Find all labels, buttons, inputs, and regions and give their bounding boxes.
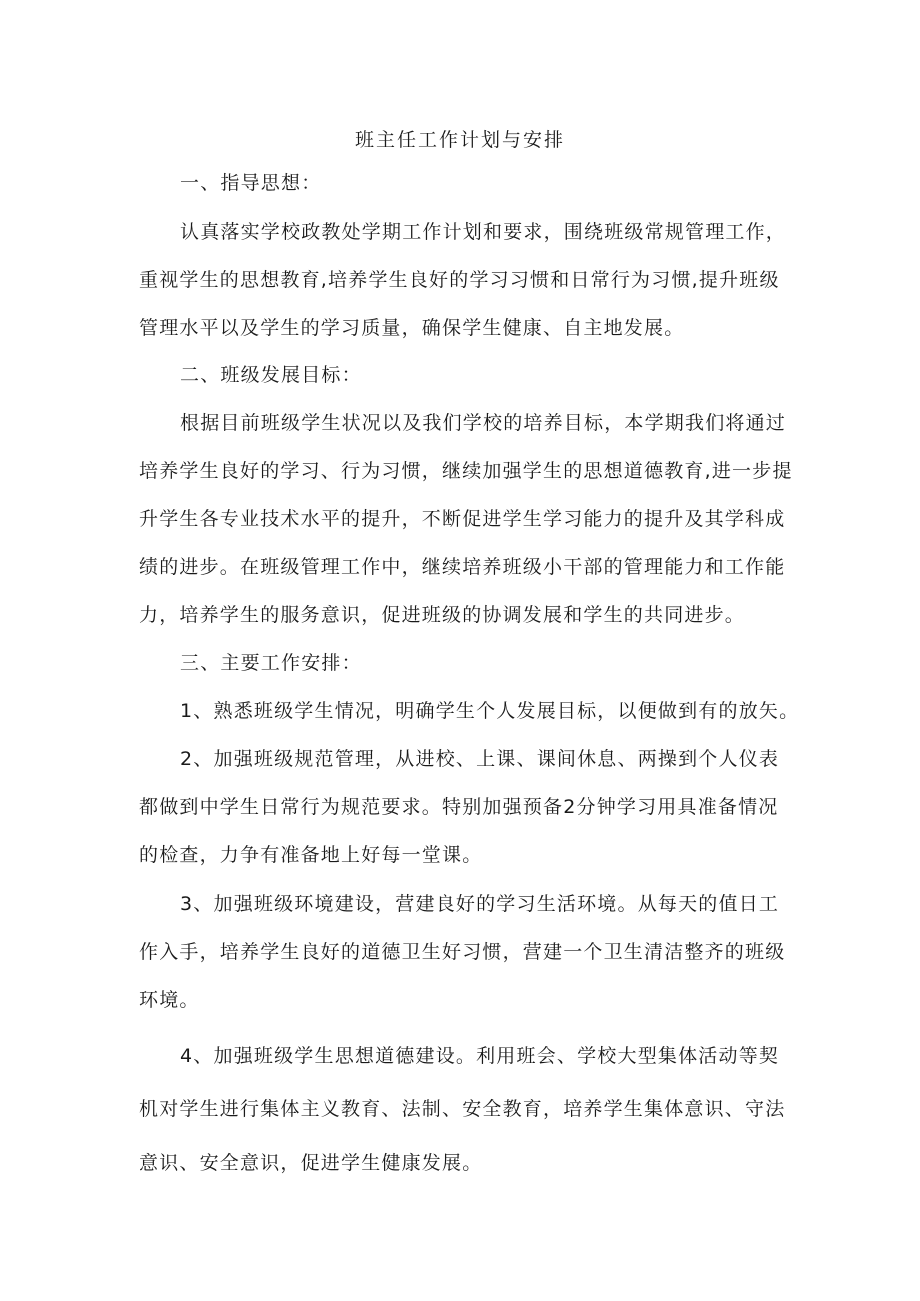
paragraph-line: 机对学生进行集体主义教育、法制、安全教育，培养学生集体意识、守法 <box>139 1098 786 1120</box>
paragraph-line: 根据目前班级学生状况以及我们学校的培养目标，本学期我们将通过 <box>180 412 787 434</box>
paragraph-line: 环境。 <box>139 989 200 1011</box>
paragraph-line: 认真落实学校政教处学期工作计划和要求，围绕班级常规管理工作， <box>180 221 787 243</box>
paragraph-line: 管理水平以及学生的学习质量，确保学生健康、自主地发展。 <box>139 317 685 339</box>
paragraph-line: 升学生各专业技术水平的提升，不断促进学生学习能力的提升及其学科成 <box>139 508 786 530</box>
paragraph-line: 意识、安全意识，促进学生健康发展。 <box>139 1152 483 1174</box>
paragraph-line: 的检查，力争有准备地上好每一堂课。 <box>139 844 483 866</box>
section-heading-work-arrangements: 三、主要工作安排： <box>180 652 362 674</box>
paragraph-line: 作入手，培养学生良好的道德卫生好习惯，营建一个卫生清洁整齐的班级 <box>139 941 786 963</box>
list-item-2: 2、加强班级规范管理，从进校、上课、课间休息、两操到个人仪表 <box>180 748 780 770</box>
section-heading-class-goals: 二、班级发展目标： <box>180 364 362 386</box>
paragraph-line: 绩的进步。在班级管理工作中，继续培养班级小干部的管理能力和工作能 <box>139 556 786 578</box>
paragraph-line: 都做到中学生日常行为规范要求。特别加强预备2分钟学习用具准备情况 <box>139 796 779 818</box>
section-heading-guiding-thought: 一、指导思想： <box>180 172 322 194</box>
paragraph-line: 重视学生的思想教育,培养学生良好的学习习惯和日常行为习惯,提升班级 <box>139 269 780 291</box>
document-title: 班主任工作计划与安排 <box>354 129 565 151</box>
list-item-1: 1、熟悉班级学生情况，明确学生个人发展目标，以便做到有的放矢。 <box>180 700 800 722</box>
paragraph-line: 力，培养学生的服务意识，促进班级的协调发展和学生的共同进步。 <box>139 604 746 626</box>
paragraph-line: 培养学生良好的学习、行为习惯，继续加强学生的思想道德教育,进一步提 <box>139 460 793 482</box>
list-item-3: 3、加强班级环境建设，营建良好的学习生活环境。从每天的值日工 <box>180 893 780 915</box>
list-item-4: 4、加强班级学生思想道德建设。利用班会、学校大型集体活动等契 <box>180 1045 780 1067</box>
